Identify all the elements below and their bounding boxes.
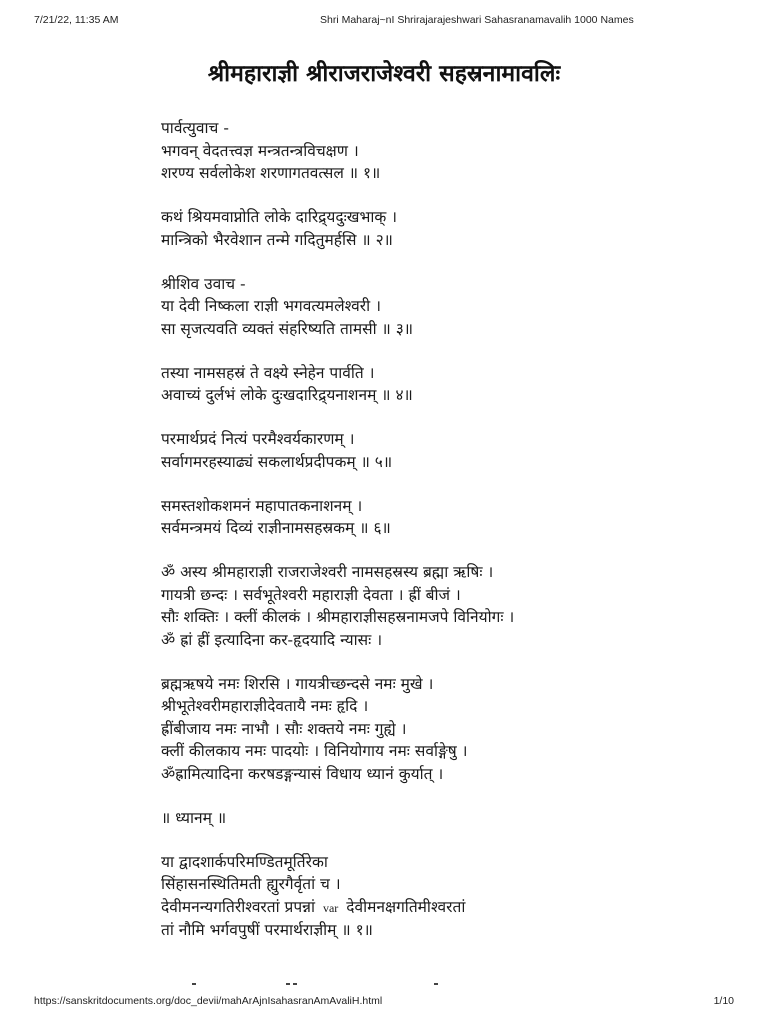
text-line: ॐह्रामित्यादिना करषडङ्गन्यासं विधाय ध्यानं कुर्यात् । bbox=[161, 764, 444, 783]
variant-text-after: देवीमनक्षगतिमीश्वरतां bbox=[346, 897, 466, 916]
print-document-title: Shri Maharaj~nI Shrirajarajeshwari Sahasranamavalih 1000 Names bbox=[320, 14, 634, 26]
text-line: ब्रह्मऋषये नमः शिरसि । गायत्रीच्छन्दसे नमः मुखे । bbox=[161, 674, 434, 693]
text-line: कथं श्रियमवाप्नोति लोके दारिद्र्यदुःखभाक् । bbox=[161, 208, 398, 226]
stanza bbox=[161, 851, 741, 942]
print-footer bbox=[34, 995, 734, 1011]
text-line: क्लीं कीलकाय नमः पादयोः । विनियोगाय नमः सर्वाङ्गेषु । bbox=[161, 742, 468, 760]
text-line: शरण्य सर्वलोकेश शरणागतवत्सल ॥ १॥ bbox=[161, 164, 381, 182]
text-line: ह्रींबीजाय नमः नाभौ । सौः शक्तये नमः गुह्ये । bbox=[161, 719, 407, 738]
text-line: भगवन् वेदतत्त्वज्ञ मन्त्रतन्त्रविचक्षण । bbox=[161, 141, 359, 160]
section-heading-dhyanam: ॥ ध्यानम् ॥ bbox=[161, 808, 227, 827]
stanza bbox=[161, 206, 741, 251]
cut-mark bbox=[434, 983, 438, 985]
text-line: मान्त्रिको भैरवेशान तन्मे गदितुमर्हसि ॥ २॥ bbox=[161, 230, 393, 249]
text-line: सर्वमन्त्रमयं दिव्यं राज्ञीनामसहस्रकम् ॥ ६॥ bbox=[161, 519, 391, 537]
text-line: गायत्री छन्दः । सर्वभूतेश्वरी महाराज्ञी देवता । ह्रीं बीजं । bbox=[161, 585, 461, 604]
text-line: तां नौमि भर्गवपुषीं परमार्थराज्ञीम् ॥ १॥ bbox=[161, 921, 373, 939]
stanza bbox=[161, 495, 741, 540]
text-line: श्रीशिव उवाच - bbox=[161, 274, 246, 293]
stanza bbox=[161, 428, 741, 473]
print-header bbox=[34, 14, 734, 30]
stanza bbox=[161, 117, 741, 185]
print-date: 7/21/22, 11:35 AM bbox=[34, 14, 119, 26]
stanza-heading bbox=[161, 807, 741, 830]
stanza bbox=[161, 362, 741, 407]
stanza bbox=[161, 273, 741, 341]
page-title: श्रीमहाराज्ञी श्रीराजराजेश्वरी सहस्रनामावलिः bbox=[207, 61, 561, 87]
source-url-link[interactable]: https://sanskritdocuments.org/doc_devii/mahArAjnIsahasranAmAvaliH.html bbox=[34, 995, 383, 1007]
stanza bbox=[161, 673, 741, 786]
stanza bbox=[161, 561, 741, 651]
text-line: या द्वादशार्कपरिमण्डितमूर्तिरेका bbox=[161, 852, 328, 871]
text-line: अवाच्यं दुर्लभं लोके दुःखदारिद्र्यनाशनम् ॥ ४॥ bbox=[161, 386, 413, 404]
variant-marker: var bbox=[322, 900, 339, 915]
cut-mark bbox=[293, 983, 297, 985]
text-line: ॐ ह्रां ह्रीं इत्यादिना कर-हृदयादि न्यासः । bbox=[161, 630, 383, 649]
cut-mark bbox=[286, 983, 290, 985]
text-line: सर्वागमरहस्याढ्यं सकलार्थप्रदीपकम् ॥ ५॥ bbox=[161, 452, 393, 471]
text-line: या देवी निष्कला राज्ञी भगवत्यमलेश्वरी । bbox=[161, 297, 381, 315]
text-line: सौः शक्तिः । क्लीं कीलकं । श्रीमहाराज्ञीसहस्रनामजपे विनियोगः । bbox=[161, 608, 515, 626]
variant-text-before: देवीमनन्यगतिरीश्वरतां प्रपन्नां bbox=[161, 897, 316, 916]
text-body bbox=[161, 117, 741, 963]
cut-mark bbox=[192, 983, 196, 985]
text-line: परमार्थप्रदं नित्यं परमैश्वर्यकारणम् । bbox=[161, 430, 355, 448]
text-line: श्रीभूतेश्वरीमहाराज्ञीदेवतायै नमः हृदि । bbox=[161, 697, 369, 715]
text-line: समस्तशोकशमनं महापातकनाशनम् । bbox=[161, 496, 363, 515]
text-line: पार्वत्युवाच - bbox=[161, 119, 229, 137]
text-line: तस्या नामसहस्रं ते वक्ष्ये स्नेहेन पार्वति । bbox=[161, 363, 375, 382]
text-line: सा सृजत्यवति व्यक्तं संहरिष्यति तामसी ॥ ३॥ bbox=[161, 319, 414, 338]
text-line: सिंहासनस्थितिमती ह्युरगैर्वृतां च । bbox=[161, 875, 341, 893]
text-line-with-variant bbox=[161, 896, 741, 920]
text-line: ॐ अस्य श्रीमहाराज्ञी राजराजेश्वरी नामसहस्रस्य ब्रह्मा ऋषिः । bbox=[161, 563, 494, 581]
page-cut-marks bbox=[190, 983, 490, 989]
page-number: 1/10 bbox=[713, 995, 734, 1007]
